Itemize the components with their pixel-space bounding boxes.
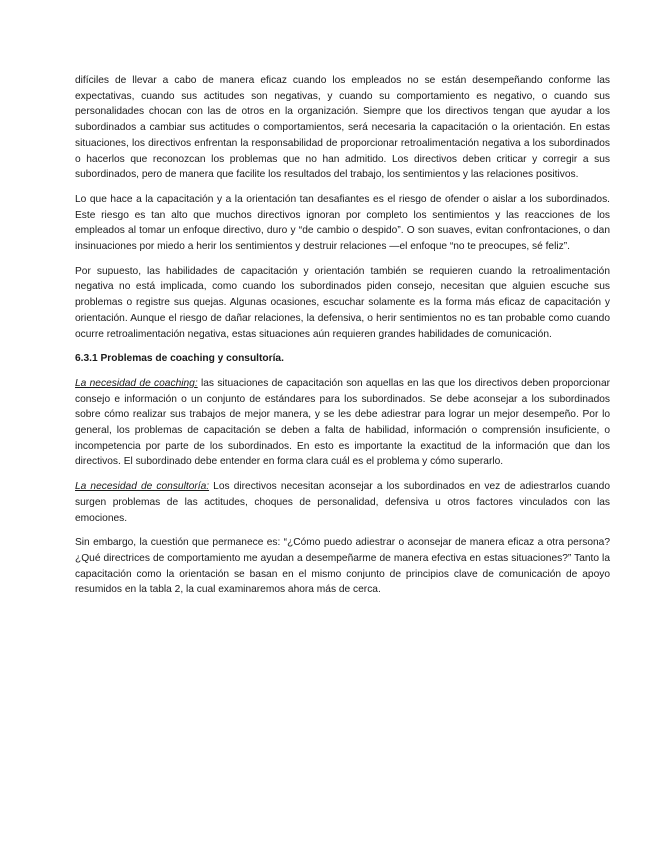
coaching-text: las situaciones de capacitación son aquellas en las que los directivos deben proporcionar consejo e información o un conjunto de estándares para los subordinados. Se debe aconsejar a los subordinados sobre cómo realizar sus trabajos de mejor manera, y se les debe adiestrar para lograr un mejor desempeño. Por lo general, los problemas de capacitación se deben a falta de habilidad, información o comprensión insuficiente, o incompetencia por parte de los subordinados. En esto es importante la exactitud de la información que dan los directivos. El subordinado debe entender en forma clara cuál es el problema y cómo superarlo. <box>75 377 610 468</box>
coaching-lead: La necesidad de coaching: <box>75 377 198 389</box>
paragraph-challenge: Lo que hace a la capacitación y a la orientación tan desafiantes es el riesgo de ofender o aislar a los subordinados. Este riesgo es tan alto que muchos directivos ignoran por completo los sentimientos y las reacciones de los empleados al tomar un enfoque directivo, duro y “de cambio o despido”. O son suaves, evitan confrontaciones, o dan insinuaciones por miedo a herir los sentimientos y destruir relaciones —el enfoque “no te preocupes, sé feliz”. <box>75 193 610 253</box>
paragraph-skills: Por supuesto, las habilidades de capacitación y orientación también se requieren cuando la retroalimentación negativa no está implicada, como cuando los subordinados piden consejo, necesitan que alguien escuche sus problemas o registre sus quejas. Algunas ocasiones, escuchar solamente es la forma más eficaz de capacitación y orientación. Aunque el riesgo de dañar relaciones, la defensiva, o herir sentimientos no es tan probable como cuando ocurre retroalimentación negativa, estas situaciones aún requieren grandes habilidades de comunicación. <box>75 265 610 340</box>
paragraph-consulting <box>75 479 610 526</box>
consulting-text: Los directivos necesitan aconsejar a los subordinados en vez de adiestrarlos cuando surgen problemas de las actitudes, choques de personalidad, defensiva u otros factores vinculados con las emociones. <box>75 481 610 524</box>
consulting-lead: La necesidad de consultoría: <box>75 481 210 493</box>
paragraph-intro: difíciles de llevar a cabo de manera eficaz cuando los empleados no se están desempeñando conforme las expectativas, cuando sus actitudes son negativas, y cuando su comportamiento es negativo, o cuando sus personalidades chocan con las de otros en la organización. Siempre que los directivos tengan que ayudar a los subordinados a cambiar sus actitudes o comportamientos, será necesaria la capacitación o la orientación. En estas situaciones, los directivos enfrentan la responsabilidad de proporcionar retroalimentación negativa a los subordinados o hacerlos que reconozcan los problemas que no han admitido. Los directivos deben criticar y corregir a sus subordinados, pero de manera que facilite los resultados del trabajo, los sentimientos y las relaciones positivos. <box>75 75 610 181</box>
document-page <box>75 73 610 607</box>
paragraph-coaching <box>75 376 610 470</box>
section-heading: 6.3.1 Problemas de coaching y consultoría. <box>75 353 284 365</box>
paragraph-closing: Sin embargo, la cuestión que permanece es: “¿Cómo puedo adiestrar o aconsejar de manera eficaz a otra persona? ¿Qué directrices de comportamiento me ayudan a desempeñarme de manera efectiva en estas situaciones?” Tanto la capacitación como la orientación se basan en el mismo conjunto de principios clave de comunicación de apoyo resumidos en la tabla 2, la cual examinaremos ahora más de cerca. <box>75 537 610 596</box>
